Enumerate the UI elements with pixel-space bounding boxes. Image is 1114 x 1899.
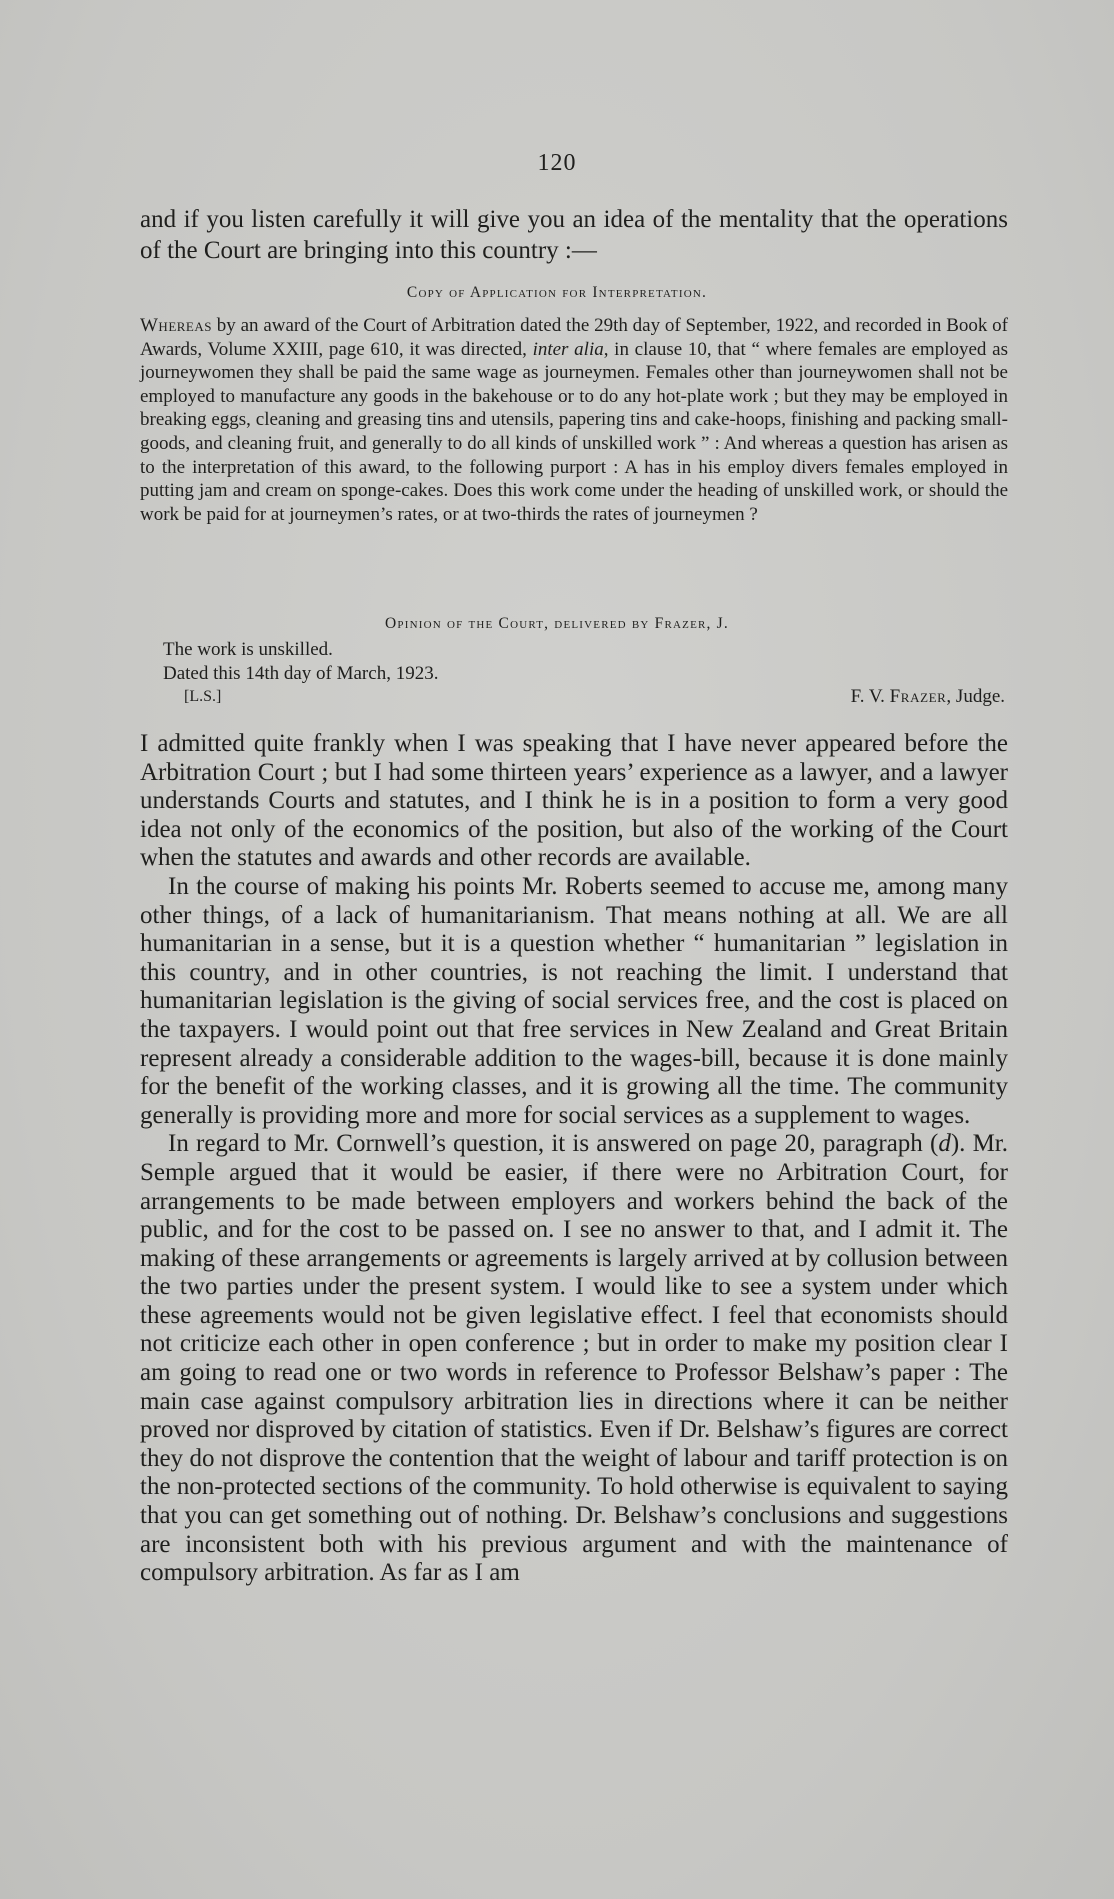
inter-alia: inter alia (532, 338, 604, 360)
opinion-block (163, 638, 1005, 709)
lead-text: and if you listen carefully it will give you an idea of the mentality that the operations of the Court are bringing into this country :— (140, 206, 1008, 264)
lead-paragraph (140, 204, 1008, 266)
application-text-1: by an award of the Court of Arbitration dated the 29th day of September, 1922, and recorded in Book of Awards, Volume XXIII, page 610, it was directed, (140, 315, 1008, 360)
signature-initials: F. V. (850, 686, 890, 708)
seal-mark: [L.S.] (184, 688, 222, 706)
opinion-heading: Opinion of the Court, delivered by Frazer, J. (385, 615, 729, 632)
paragraph-letter-d: d (938, 1130, 951, 1158)
application-text-2: , in clause 10, that “ where females are employed as journeywomen they shall be paid the same wage as journeymen. Females other than journeywomen shall not be employed to manufacture any goods in the bakehouse or to do any hot-plate work ; but they may be employed in breaking eggs, cleaning and greasing tins and utensils, papering tins and cake-hoops, finishing and packing small-goods, and cleaning fruit, and generally to do all kinds of unskilled work ” : And whereas a question has arisen as to the interpretation of this award, to the following purport : A has in his employ divers females employed in putting jam and cream on sponge-cakes. Does this work come under the heading of unskilled work, or should the work be paid for at journeymen’s rates, or at two-thirds the rates of journeymen ? (140, 338, 1008, 525)
seal-row (163, 685, 1005, 709)
whereas-word: Whereas (140, 315, 212, 336)
body-paragraph-2: In the course of making his points Mr. Roberts seemed to accuse me, among many other things, of a lack of humanitarianism. That means nothing at all. We are all humanitarian in a sense, but it is a question whether “ humanitarian ” legislation in this country, and in other countries, is not reaching the limit. I understand that humanitarian legislation is the giving of social services free, and the cost is placed on the taxpayers. I would point out that free services in New Zealand and Great Britain represent already a considerable addition to the wages-bill, because it is done mainly for the benefit of the working classes, and it is growing all the time. The community generally is providing more and more for social services as a supplement to wages. (140, 872, 1008, 1129)
signature-title: , Judge. (946, 686, 1005, 708)
body-paragraph-3 (140, 1130, 1008, 1588)
body-paragraph-3-b: ). Mr. Semple argued that it would be easier, if there were no Arbitration Court, for arrangements to be made between employers and workers behind the back of the public, and for the cost to be passed on. I see no answer to that, and I admit it. The making of these arrangements or agreements is largely arrived at by collusion between the two parties under the present system. I would like to see a system under which these agreements would not be given legislative effect. I feel that economists should not criticize each other in open conference ; but in order to make my position clear I am going to read one or two words in reference to Professor Belshaw’s paper : The main case against compulsory arbitration lies in directions where it can be neither proved nor disproved by citation of statistics. Even if Dr. Belshaw’s figures are correct they do not disprove the contention that the weight of labour and tariff protection is on the non-protected sections of the community. To hold otherwise is equivalent to saying that you can get something out of nothing. Dr. Belshaw’s conclusions and suggestions are inconsistent both with his previous argument and with the maintenance of compulsory arbitration. As far as I am (140, 1130, 1008, 1587)
page-number: 120 (537, 150, 577, 176)
signature-name: Frazer (889, 686, 947, 708)
application-text (140, 314, 1008, 526)
judge-signature (851, 685, 1005, 709)
application-quote (140, 314, 1008, 526)
opinion-line-1: The work is unskilled. (163, 639, 333, 660)
opinion-line-2: Dated this 14th day of March, 1923. (163, 662, 439, 684)
body-text (140, 730, 1008, 1588)
application-heading: Copy of Application for Interpretation. (406, 284, 708, 301)
body-paragraph-1: I admitted quite frankly when I was speaking that I have never appeared before the Arbitration Court ; but I had some thirteen years’ experience as a lawyer, and a lawyer understands Courts and statutes, and I think he is in a position to form a very good idea not only of the economics of the position, but also of the working of the Court when the statutes and awards and other records are available. (140, 730, 1008, 872)
body-paragraph-3-a: In regard to Mr. Cornwell’s question, it is answered on page 20, paragraph ( (168, 1130, 939, 1158)
